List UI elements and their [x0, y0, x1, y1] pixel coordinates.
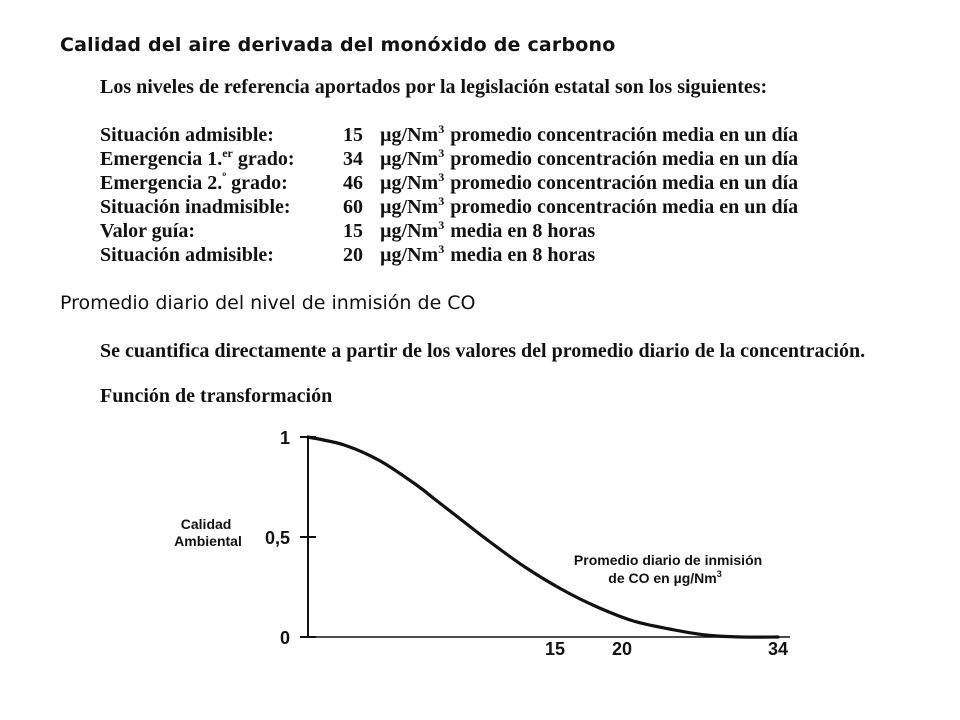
level-description: media en 8 horas: [450, 244, 596, 266]
level-value: 60: [343, 196, 363, 218]
level-description: media en 8 horas: [450, 220, 596, 242]
level-label: Situación admisible:: [100, 244, 274, 266]
level-row: [100, 219, 798, 243]
level-unit: µg/Nm$^3$: [380, 194, 445, 218]
level-value: 15: [343, 220, 363, 242]
level-label: Situación admisible:: [100, 124, 274, 146]
x-tick-label-34: 34: [767, 639, 789, 659]
level-row: [100, 123, 798, 147]
x-tick-label-15: 15: [544, 639, 566, 659]
level-unit: µg/Nm$^3$: [380, 170, 445, 194]
level-description: promedio concentración media en un día: [450, 148, 799, 170]
y-tick-label-0: 0: [279, 628, 290, 648]
transformation-function-chart: [150, 415, 800, 670]
transformation-curve: [308, 437, 778, 637]
y-tick-label-1: 1: [279, 428, 290, 448]
level-value: 20: [343, 244, 363, 266]
level-label: Emergencia 2.$^º$ grado:: [100, 170, 288, 194]
level-row: [100, 195, 798, 219]
y-axis-label: Calidad Ambiental: [174, 516, 242, 549]
x-axis-label: Promedio diario de inmisión de CO en µg/Nm$^3$: [573, 552, 763, 586]
level-description: promedio concentración media en un día: [450, 196, 799, 218]
level-row: [100, 243, 798, 267]
reference-levels-table: [100, 123, 798, 267]
level-unit: µg/Nm$^3$: [380, 242, 445, 266]
level-row: [100, 171, 798, 195]
level-unit: µg/Nm$^3$: [380, 122, 445, 146]
quantification-paragraph: Se cuantifica directamente a partir de los valores del promedio diario de la concentración.: [100, 340, 866, 362]
level-label: Situación inadmisible:: [100, 196, 291, 218]
level-value: 15: [343, 124, 363, 146]
level-unit: µg/Nm$^3$: [380, 218, 445, 242]
level-label: Emergencia 1.$^{er}$ grado:: [100, 146, 295, 170]
level-label: Valor guía:: [100, 220, 196, 242]
level-value: 34: [343, 148, 363, 170]
level-description: promedio concentración media en un día: [450, 172, 799, 194]
level-description: promedio concentración media en un día: [450, 124, 799, 146]
level-unit: µg/Nm$^3$: [380, 146, 445, 170]
transformation-function-title: Función de transformación: [100, 385, 333, 407]
level-row: [100, 147, 798, 171]
x-tick-label-20: 20: [611, 639, 633, 659]
level-value: 46: [343, 172, 363, 194]
y-tick-label-05: 0,5: [264, 528, 290, 548]
intro-paragraph: Los niveles de referencia aportados por la legislación estatal son los siguientes:: [100, 76, 768, 98]
section-title-daily-average: Promedio diario del nivel de inmisión de CO: [60, 292, 476, 314]
section-title-co: Calidad del aire derivada del monóxido de carbono: [60, 34, 616, 56]
